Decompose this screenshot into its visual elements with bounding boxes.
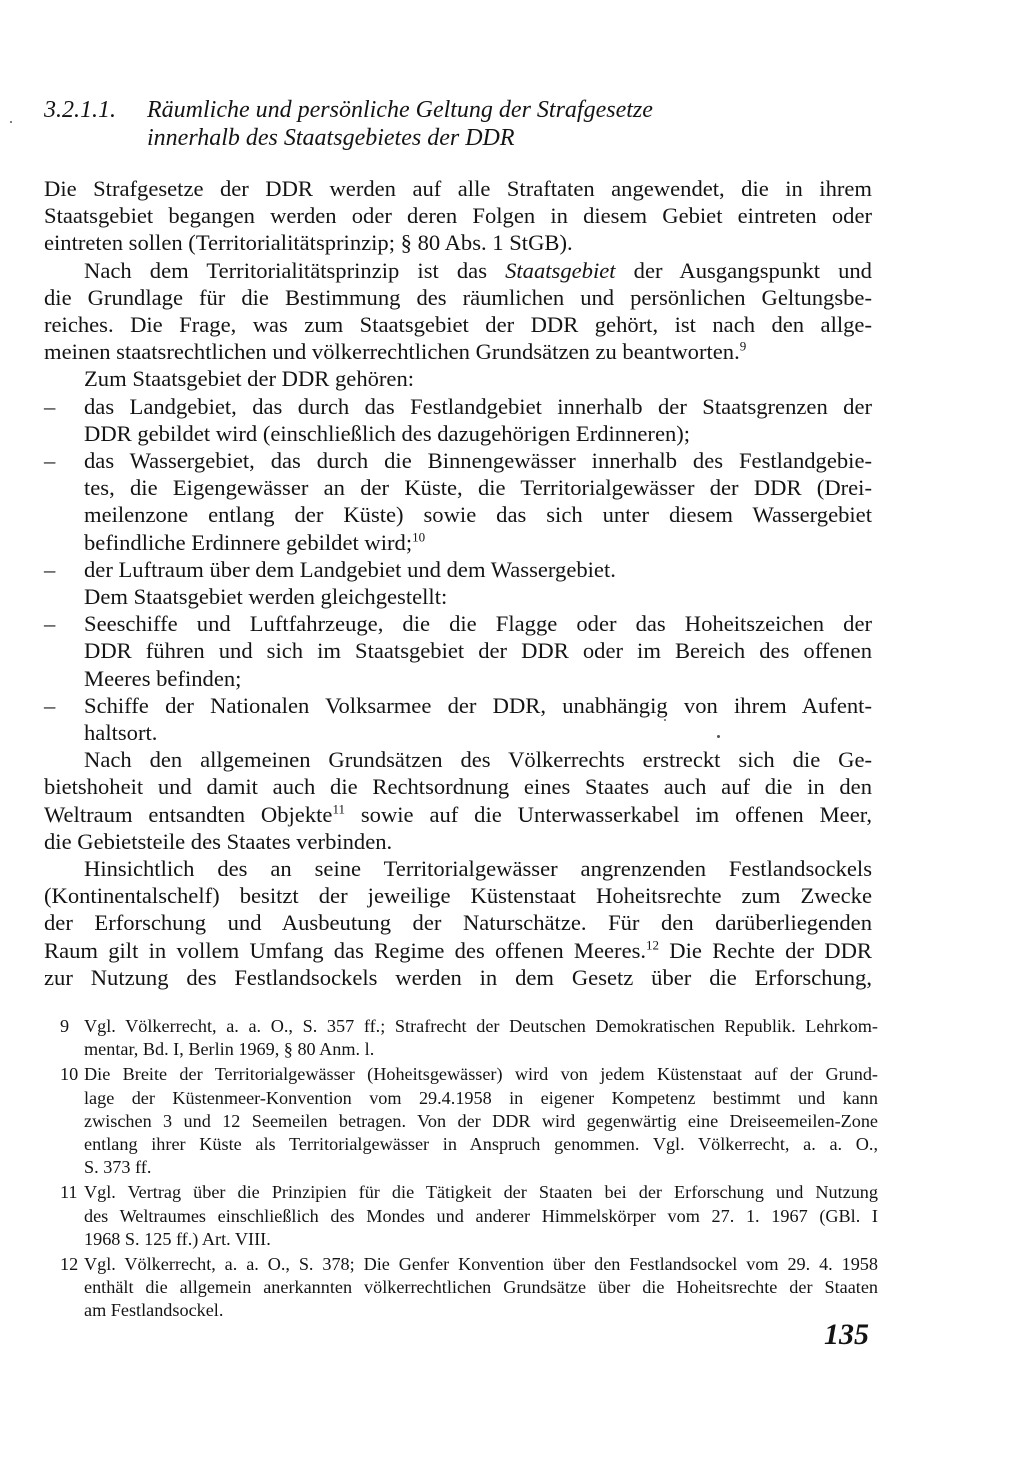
text-line: entlang ihrer Küste als Territorialgewässer in Anspruch genommen. Vgl. Völkerrecht, a. a. O., (84, 1134, 878, 1155)
paragraph-1 (44, 175, 872, 257)
dash-bullet: – (44, 556, 56, 582)
footnote-ref: 9 (739, 338, 747, 354)
dash-bullet: – (44, 611, 56, 637)
body-text (44, 175, 872, 991)
footnote-number: 11 (60, 1182, 78, 1203)
dash-bullet: – (44, 692, 56, 718)
scan-speck (10, 121, 12, 123)
scan-speck (664, 719, 666, 721)
footnotes (60, 1015, 878, 1325)
dash-bullet: – (44, 448, 56, 474)
text-line: Vgl. Völkerrecht, a. a. O., S. 378; Die Genfer Konvention über den Festlandsockel vom 29. 4. 1958 (84, 1254, 878, 1275)
text-line: Dem Staatsgebiet werden gleichgestellt: (84, 584, 448, 610)
text-line: lage der Küstenmeer-Konvention vom 29.4.1958 in eigener Kompetenz bestimmt und kann (84, 1087, 878, 1108)
section-title (147, 96, 907, 152)
footnote-10 (60, 1063, 878, 1179)
footnote-ref: 10 (412, 529, 426, 545)
text-line: tes, die Eigengewässer an der Küste, die Territorialgewässer der DDR (Drei- (84, 475, 872, 501)
text-run: Die Rechte der DDR (659, 937, 872, 963)
text-line: zwischen 3 und 12 Seemeilen betragen. Von der DDR wird gegenwärtig eine Dreiseemeilen-Zone (84, 1110, 878, 1131)
section-title-line: innerhalb des Staatsgebietes der DDR (147, 125, 515, 151)
text-line: der Erforschung und Ausbeutung der Naturschätze. Für den darüberliegenden (44, 910, 872, 936)
text-line: des Weltraumes einschließlich des Mondes und anderer Himmelskörper vom 27. 1. 1967 (GBl. I (84, 1205, 878, 1226)
text-line: Nach den allgemeinen Grundsätzen des Völkerrechts erstreckt sich die Ge- (84, 747, 872, 773)
text-line: das Landgebiet, das durch das Festlandgebiet innerhalb der Staatsgrenzen der (84, 393, 872, 419)
paragraph-3-intro (44, 365, 872, 392)
text-line: 1968 S. 125 ff.) Art. VIII. (84, 1228, 271, 1249)
text-line: zur Nutzung des Festlandsockels werden in dem Gesetz über die Erforschung, (44, 964, 872, 990)
section-number: 3.2.1.1. (44, 97, 116, 123)
scan-speck (717, 735, 720, 738)
text-line: Zum Staatsgebiet der DDR gehören: (84, 366, 415, 392)
text-line: mentar, Bd. I, Berlin 1969, § 80 Anm. l. (84, 1039, 375, 1060)
footnote-number: 10 (60, 1064, 79, 1085)
text-line: DDR führen und sich im Staatsgebiet der DDR oder im Bereich des offenen (84, 638, 872, 664)
text-line: Staatsgebiet begangen werden oder deren Folgen in diesem Gebiet eintreten oder (44, 203, 872, 229)
text-line: am Festlandsockel. (84, 1300, 224, 1321)
text-run: Raum gilt in vollem Umfang das Regime des offenen Meeres. (44, 937, 647, 963)
paragraph-4-intro (44, 583, 872, 610)
footnote-11 (60, 1181, 878, 1251)
list-item (44, 447, 872, 556)
text-line: das Wassergebiet, das durch die Binnengewässer innerhalb des Festlandgebie- (84, 448, 872, 474)
list-item (44, 692, 872, 746)
text-line: Die Breite der Territorialgewässer (Hoheitsgewässer) wird von jedem Küstenstaat auf der Grund- (84, 1064, 878, 1085)
text-line: reiches. Die Frage, was zum Staatsgebiet der DDR gehört, ist nach den allge- (44, 312, 872, 338)
emphasis-text: Staatsgebiet (505, 257, 616, 283)
footnote-ref: 11 (332, 801, 345, 817)
text-line: der Luftraum über dem Landgebiet und dem Wassergebiet. (84, 556, 616, 582)
text-line: haltsort. (84, 720, 158, 746)
text-line (44, 801, 872, 828)
text-line (44, 338, 872, 365)
dash-bullet: – (44, 393, 56, 419)
text-line: Seeschiffe und Luftfahrzeuge, die die Flagge oder das Hoheitszeichen der (84, 611, 872, 637)
text-line (44, 257, 872, 284)
text-line: Vgl. Vertrag über die Prinzipien für die Tätigkeit der Staaten bei der Erforschung und Nutzung (84, 1182, 878, 1203)
text-line: Hinsichtlich des an seine Territorialgewässer angrenzenden Festlandsockels (84, 856, 872, 882)
text-run: Nach dem Territorialitätsprinzip ist das (84, 257, 506, 283)
text-line: enthält die allgemein anerkannten völkerrechtlichen Grundsätze über die Hoheitsrechte der Staaten (84, 1277, 878, 1298)
text-line: S. 373 ff. (84, 1157, 152, 1178)
footnote-number: 9 (60, 1016, 70, 1036)
list-item (44, 556, 872, 583)
section-title-line: Räumliche und persönliche Geltung der Strafgesetze (147, 97, 653, 123)
text-line: Schiffe der Nationalen Volksarmee der DDR, unabhängig von ihrem Aufent- (84, 692, 872, 718)
text-line: (Kontinentalschelf) besitzt der jeweilige Küstenstaat Hoheitsrechte zum Zwecke (44, 883, 872, 909)
paragraph-6 (44, 855, 872, 991)
list-item (44, 610, 872, 692)
footnote-9 (60, 1015, 878, 1061)
footnote-12 (60, 1253, 878, 1323)
text-run: befindliche Erdinnere gebildet wird; (84, 529, 413, 555)
text-line (84, 529, 872, 556)
list-item (44, 393, 872, 447)
page-number: 135 (824, 1318, 869, 1351)
footnote-number: 12 (60, 1254, 79, 1275)
paragraph-2 (44, 257, 872, 366)
text-line (44, 937, 872, 964)
text-run: der Ausgangspunkt und (615, 257, 872, 283)
text-line: meilenzone entlang der Küste) sowie das sich unter diesem Wassergebiet (84, 502, 872, 528)
text-run: sowie auf die Unterwasserkabel im offenen Meer, (344, 801, 873, 827)
text-run: meinen staatsrechtlichen und völkerrechtlichen Grundsätzen zu beantworten. (44, 339, 740, 365)
text-line: Vgl. Völkerrecht, a. a. O., S. 357 ff.; Strafrecht der Deutschen Demokratischen Republik. Lehrkom- (84, 1016, 878, 1036)
paragraph-5 (44, 746, 872, 855)
footnote-ref: 12 (646, 937, 660, 953)
text-line: Meeres befinden; (84, 665, 242, 691)
text-run: Weltraum entsandten Objekte (44, 801, 333, 827)
text-line: die Gebietsteile des Staates verbinden. (44, 828, 393, 854)
text-line: die Grundlage für die Bestimmung des räumlichen und persönlichen Geltungsbe- (44, 284, 872, 310)
text-line: Die Strafgesetze der DDR werden auf alle Straftaten angewendet, die in ihrem (44, 176, 872, 201)
text-line: eintreten sollen (Territorialitätsprinzip; § 80 Abs. 1 StGB). (44, 230, 573, 256)
text-line: bietshoheit und damit auch die Rechtsordnung eines Staates auch auf die in den (44, 774, 872, 800)
text-line: DDR gebildet wird (einschließlich des dazugehörigen Erdinneren); (84, 420, 691, 446)
